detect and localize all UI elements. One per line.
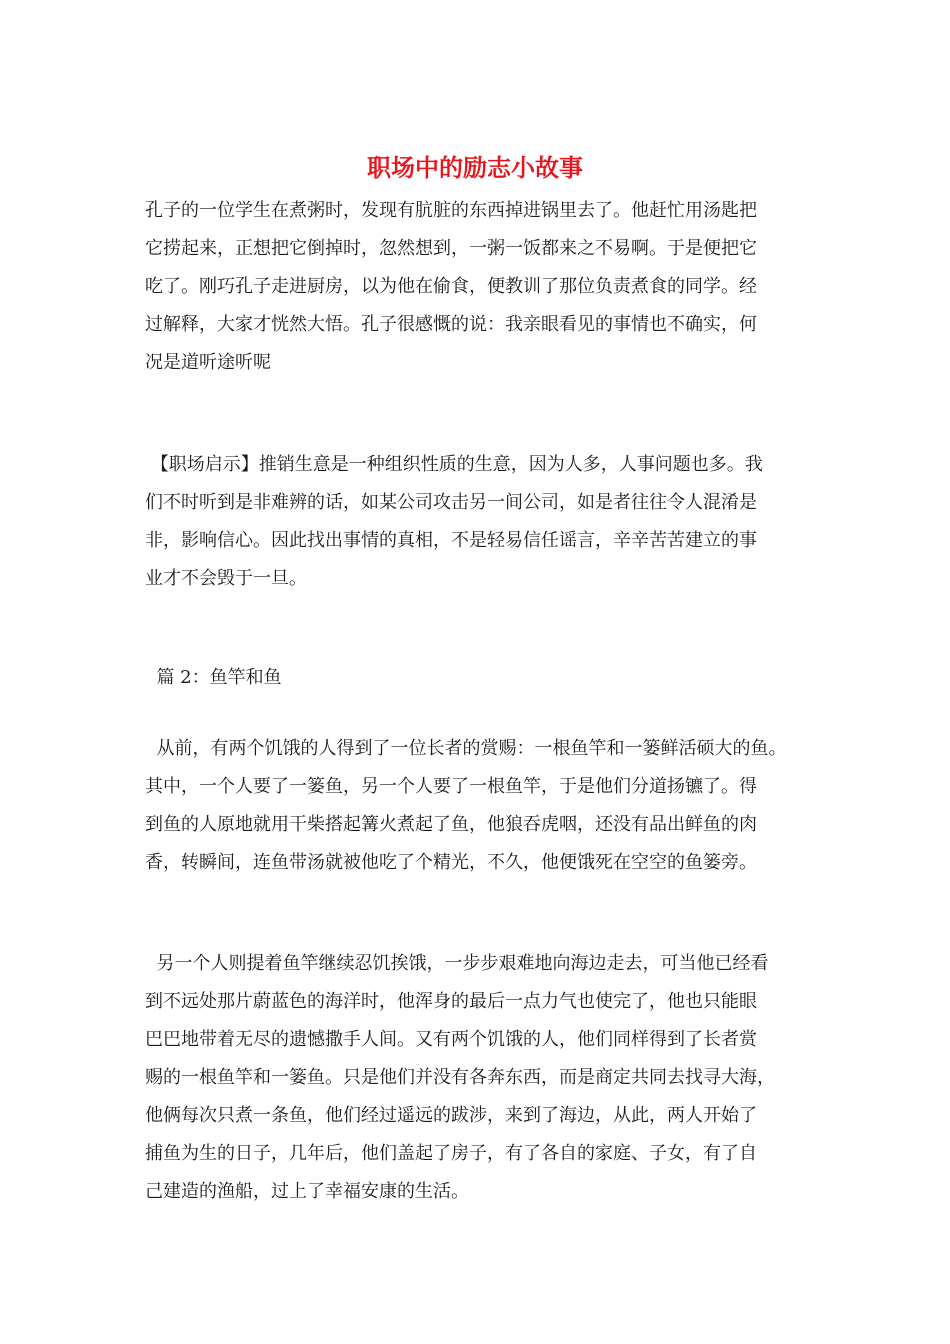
- paragraph-line: 到不远处那片蔚蓝色的海洋时，他浑身的最后一点力气也使完了，他也只能眼: [145, 991, 757, 1012]
- paragraph-line: 它捞起来，正想把它倒掉时，忽然想到，一粥一饭都来之不易啊。于是便把它: [145, 238, 757, 259]
- paragraph-line: 孔子的一位学生在煮粥时，发现有肮脏的东西掉进锅里去了。他赶忙用汤匙把: [145, 200, 757, 221]
- paragraph-line: 他俩每次只煮一条鱼，他们经过遥远的跋涉，来到了海边，从此，两人开始了: [145, 1105, 757, 1126]
- paragraph-line: 己建造的渔船，过上了幸福安康的生活。: [145, 1181, 469, 1202]
- paragraph-fishing-story-2: [145, 945, 825, 1211]
- paragraph-line: 过解释，大家才恍然大悟。孔子很感慨的说：我亲眼看见的事情也不确实，何: [145, 314, 757, 335]
- paragraph-line: 【职场启示】推销生意是一种组织性质的生意，因为人多，人事问题也多。我: [145, 454, 763, 475]
- paragraph-line: 其中，一个人要了一篓鱼，另一个人要了一根鱼竿，于是他们分道扬镳了。得: [145, 776, 757, 797]
- paragraph-line: 巴巴地带着无尽的遗憾撒手人间。又有两个饥饿的人，他们同样得到了长者赏: [145, 1029, 757, 1050]
- paragraph-fishing-story-1: [145, 730, 825, 882]
- paragraph-line: 们不时听到是非难辨的话，如某公司攻击另一间公司，如是者往往令人混淆是: [145, 492, 757, 513]
- paragraph-line: 另一个人则提着鱼竿继续忍饥挨饿，一步步艰难地向海边走去，可当他已经看: [145, 953, 769, 974]
- paragraph-line: 捕鱼为生的日子，几年后，他们盖起了房子，有了各自的家庭、子女，有了自: [145, 1143, 757, 1164]
- paragraph-line: 吃了。刚巧孔子走进厨房，以为他在偷食，便教训了那位负责煮食的同学。经: [145, 276, 757, 297]
- document-title: 职场中的励志小故事: [367, 153, 583, 182]
- section-heading-text: 篇 2：鱼竿和鱼: [145, 667, 282, 688]
- paragraph-line: 非，影响信心。因此找出事情的真相，不是轻易信任谣言，辛辛苦苦建立的事: [145, 530, 757, 551]
- paragraph-confucius-story: [145, 192, 825, 382]
- paragraph-line: 况是道听途听呢: [145, 352, 271, 373]
- paragraph-line: 业才不会毁于一旦。: [145, 568, 307, 589]
- paragraph-line: 香，转瞬间，连鱼带汤就被他吃了个精光，不久，他便饿死在空空的鱼篓旁。: [145, 852, 757, 873]
- paragraph-line: 到鱼的人原地就用干柴搭起篝火煮起了鱼，他狼吞虎咽，还没有品出鲜鱼的肉: [145, 814, 757, 835]
- section-heading-part-2: [145, 659, 825, 697]
- paragraph-line: 赐的一根鱼竿和一篓鱼。只是他们并没有各奔东西，而是商定共同去找寻大海，: [145, 1067, 775, 1088]
- paragraph-line: 从前，有两个饥饿的人得到了一位长者的赏赐：一根鱼竿和一篓鲜活硕大的鱼。: [145, 738, 787, 759]
- paragraph-workplace-insight: [145, 446, 825, 598]
